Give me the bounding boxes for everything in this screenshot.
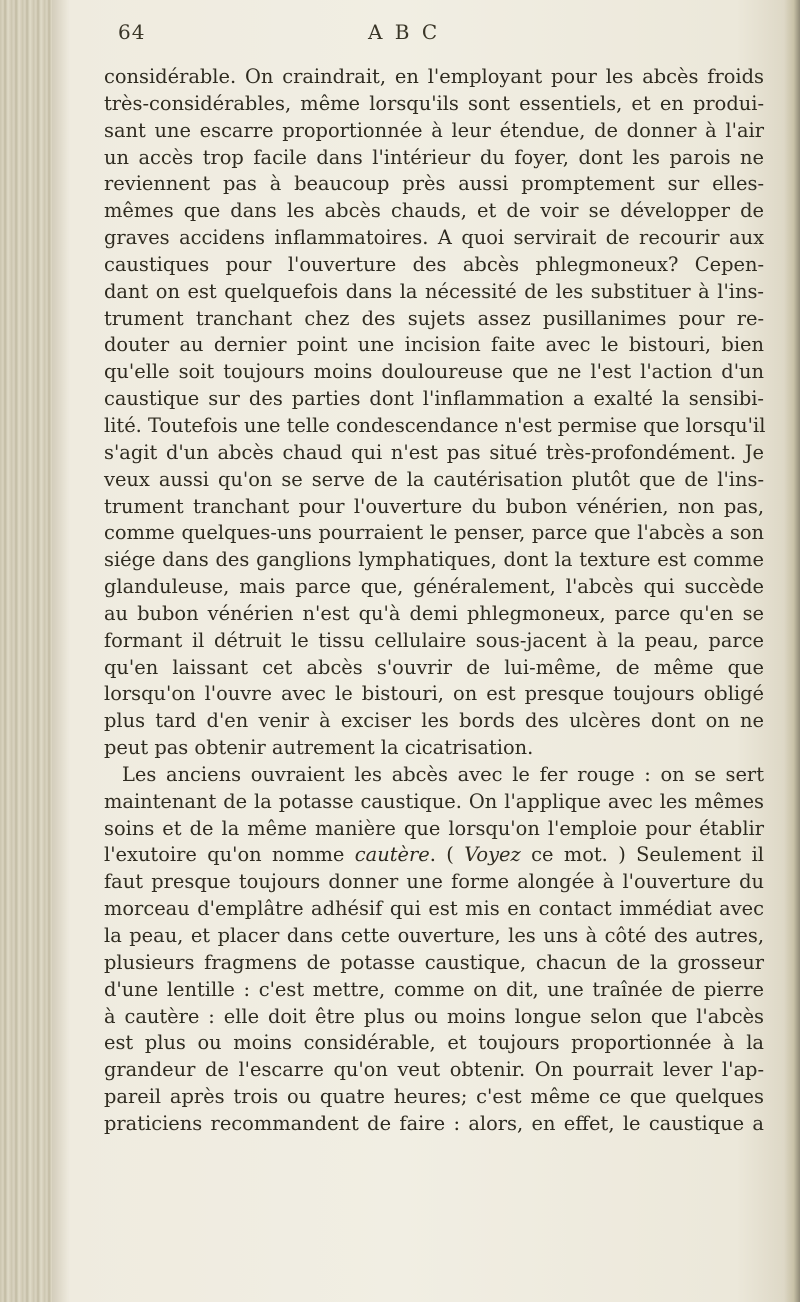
text-line: pareil après trois ou quatre heures; c'est même ce que quelques xyxy=(104,1085,764,1109)
text-line: graves accidens inflammatoires. A quoi servirait de recourir aux xyxy=(104,226,764,250)
page-edge xyxy=(784,0,800,1302)
page-number: 64 xyxy=(118,20,146,44)
text-line: plusieurs fragmens de potasse caustique, chacun de la grosseur xyxy=(104,950,764,974)
text-line: peut pas obtenir autrement la cicatrisation. xyxy=(104,736,534,760)
text-line: veux aussi qu'on se serve de la cautérisation plutôt que de l'ins- xyxy=(104,467,764,491)
text-line: maintenant de la potasse caustique. On l'applique avec les mêmes xyxy=(104,789,764,813)
text-line: reviennent pas à beaucoup près aussi promptement sur elles- xyxy=(104,172,764,196)
text-line: glanduleuse, mais parce que, généralement, l'abcès qui succède xyxy=(104,575,764,599)
text-line: au bubon vénérien n'est qu'à demi phlegmoneux, parce qu'en se xyxy=(104,601,764,625)
text-line: la peau, et placer dans cette ouverture, les uns à côté des autres, xyxy=(104,924,764,947)
page-header xyxy=(118,20,758,50)
text-line: est plus ou moins considérable, et toujours proportionnée à la xyxy=(104,1031,764,1055)
text-line: grandeur de l'escarre qu'on veut obtenir. On pourrait lever l'ap- xyxy=(104,1058,764,1082)
text-line: dant on est quelquefois dans la nécessité de les substituer à l'ins- xyxy=(104,279,764,303)
text-line: siége dans des ganglions lymphatiques, dont la texture est comme xyxy=(104,548,764,572)
text-line: praticiens recommandent de faire : alors, en effet, le caustique a xyxy=(104,1111,764,1135)
text-line: lité. Toutefois une telle condescendance n'est permise que lorsqu'il xyxy=(104,413,766,437)
text-line: Les anciens ouvraient les abcès avec le fer rouge : on se sert xyxy=(122,762,764,786)
text-line: trument tranchant chez des sujets assez pusillanimes pour re- xyxy=(104,306,764,330)
text-line: faut presque toujours donner une forme alongée à l'ouverture du xyxy=(104,870,764,894)
text-line: qu'elle soit toujours moins douloureuse que ne l'est l'action d'un xyxy=(104,360,764,384)
text-line: à cautère : elle doit être plus ou moins longue selon que l'abcès xyxy=(104,1004,764,1028)
text-line: caustique sur des parties dont l'inflammation a exalté la sensibi- xyxy=(104,387,764,411)
text-line: qu'en laissant cet abcès s'ouvrir de lui-même, de même que xyxy=(104,655,764,679)
text-line: formant il détruit le tissu cellulaire sous-jacent à la peau, parce xyxy=(104,628,764,652)
text-line: très-considérables, même lorsqu'ils sont essentiels, et en produi- xyxy=(104,91,764,115)
text-line: plus tard d'en venir à exciser les bords des ulcères dont on ne xyxy=(104,709,764,733)
text-line: soins et de la même manière que lorsqu'on l'emploie pour établir xyxy=(104,816,764,840)
text-line: l'exutoire qu'on nomme cautère. ( Voyez ce mot. ) Seulement il xyxy=(104,843,764,867)
body-text xyxy=(104,64,764,1138)
text-line: trument tranchant pour l'ouverture du bubon vénérien, non pas, xyxy=(104,494,764,518)
text-line: lorsqu'on l'ouvre avec le bistouri, on est presque toujours obligé xyxy=(104,682,764,706)
text-line: d'une lentille : c'est mettre, comme on dit, une traînée de pierre xyxy=(104,977,764,1001)
text-line: douter au dernier point une incision faite avec le bistouri, bien xyxy=(104,333,764,357)
running-head: A B C xyxy=(368,20,441,44)
text-line: considérable. On craindrait, en l'employant pour les abcès froids xyxy=(104,65,764,88)
text-line: mêmes que dans les abcès chauds, et de voir se développer de xyxy=(104,199,764,223)
text-line: morceau d'emplâtre adhésif qui est mis en contact immédiat avec xyxy=(104,897,764,921)
text-line: s'agit d'un abcès chaud qui n'est pas situé très-profondément. Je xyxy=(104,440,764,464)
binding-gutter xyxy=(0,0,52,1302)
text-line: sant une escarre proportionnée à leur étendue, de donner à l'air xyxy=(104,118,764,142)
text-line: un accès trop facile dans l'intérieur du foyer, dont les parois ne xyxy=(104,145,764,169)
text-line: caustiques pour l'ouverture des abcès phlegmoneux? Cepen- xyxy=(104,252,764,276)
text-line: comme quelques-uns pourraient le penser, parce que l'abcès a son xyxy=(104,521,764,545)
